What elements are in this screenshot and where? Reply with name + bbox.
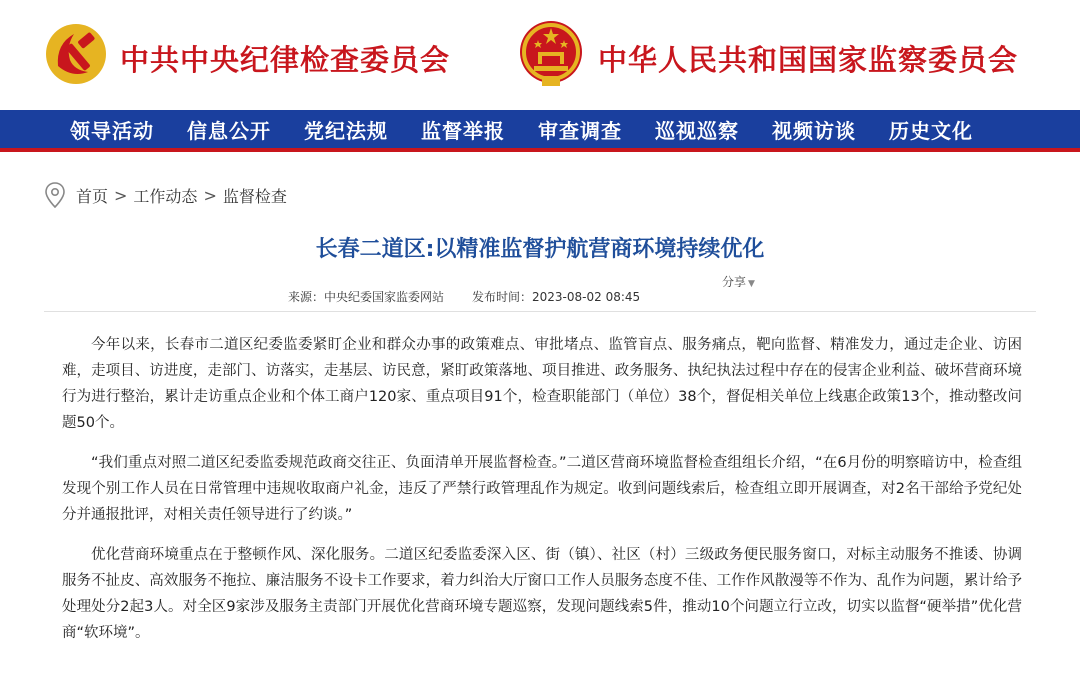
- breadcrumb-separator: >: [203, 185, 217, 205]
- national-emblem-icon[interactable]: [518, 18, 584, 88]
- article-source: 来源：中央纪委国家监委网站: [288, 290, 445, 304]
- site-header: [0, 0, 1080, 110]
- breadcrumb-supervision[interactable]: 监督检查: [222, 186, 287, 206]
- nav-item-history[interactable]: 历史文化: [889, 118, 973, 143]
- breadcrumb-home[interactable]: 首页: [76, 186, 109, 206]
- share-button[interactable]: [722, 273, 755, 290]
- location-pin-icon: [44, 182, 66, 208]
- cpc-ccdi-title[interactable]: 中共中央纪律检查委员会: [120, 43, 451, 77]
- party-emblem-icon[interactable]: [44, 22, 108, 86]
- nsc-title[interactable]: 中华人民共和国国家监察委员会: [598, 43, 1019, 77]
- article-body: [62, 332, 1022, 660]
- article-paragraph: “我们重点对照二道区纪委监委规范政商交往正、负面清单开展监督检查。”二道区营商环境监督检查组组长介绍，“在6月份的明察暗访中，检查组发现个别工作人员在日常管理中违规收取商户礼金，违反了严禁行政管理乱作为规定。收到问题线索后，检查组立即开展调查，对2名干部给予党纪处分并通报批评，对相关责任领导进行了约谈。”: [62, 455, 1022, 523]
- caret-down-icon: ▼: [748, 279, 755, 289]
- nav-item-disclosure[interactable]: 信息公开: [187, 118, 271, 143]
- breadcrumb-separator: >: [114, 185, 128, 205]
- share-label: 分享: [722, 275, 747, 289]
- breadcrumb-work-news[interactable]: 工作动态: [133, 186, 198, 206]
- article-paragraph: 优化营商环境重点在于整顿作风、深化服务。二道区纪委监委深入区、街（镇）、社区（村）三级政务便民服务窗口，对标主动服务不推诿、协调服务不扯皮、高效服务不拖拉、廉洁服务不设卡工作要求，着力纠治大厅窗口工作人员服务态度不佳、工作作风散漫等不作为、乱作为问题，累计给予处理处分2起3人。对全区9家涉及服务主责部门开展优化营商环境专题巡察，发现问题线索5件，推动10个问题立行立改，切实以监督“硬举措”优化营商“软环境”。: [62, 547, 1022, 641]
- nav-item-video[interactable]: 视频访谈: [772, 118, 856, 143]
- divider: [44, 311, 1036, 312]
- article-title: 长春二道区:以精准监督护航营商环境持续优化: [315, 237, 765, 262]
- breadcrumb: [44, 182, 287, 208]
- nav-item-report[interactable]: 监督举报: [421, 118, 505, 143]
- article-meta: [288, 288, 668, 305]
- article-publish-time: 发布时间：2023-08-02 08:45: [472, 290, 641, 304]
- main-nav: [0, 110, 1080, 152]
- article-paragraph: 今年以来，长春市二道区纪委监委紧盯企业和群众办事的政策难点、审批堵点、监管盲点、服务痛点，靶向监督、精准发力，通过走企业、访困难，走项目、访进度，走部门、访落实，走基层、访民意，紧盯政策落地、项目推进、政务服务、执纪执法过程中存在的侵害企业利益、破坏营商环境行为进行整治，累计走访重点企业和个体工商户120家、重点项目91个，检查职能部门（单位）38个，督促相关单位上线惠企政策13个，推动整改问题50个。: [62, 337, 1022, 431]
- nav-item-investigation[interactable]: 审查调查: [538, 118, 622, 143]
- nav-item-leadership[interactable]: 领导活动: [70, 118, 154, 143]
- nav-item-inspection[interactable]: 巡视巡察: [655, 118, 739, 143]
- nav-item-regulations[interactable]: 党纪法规: [304, 118, 388, 143]
